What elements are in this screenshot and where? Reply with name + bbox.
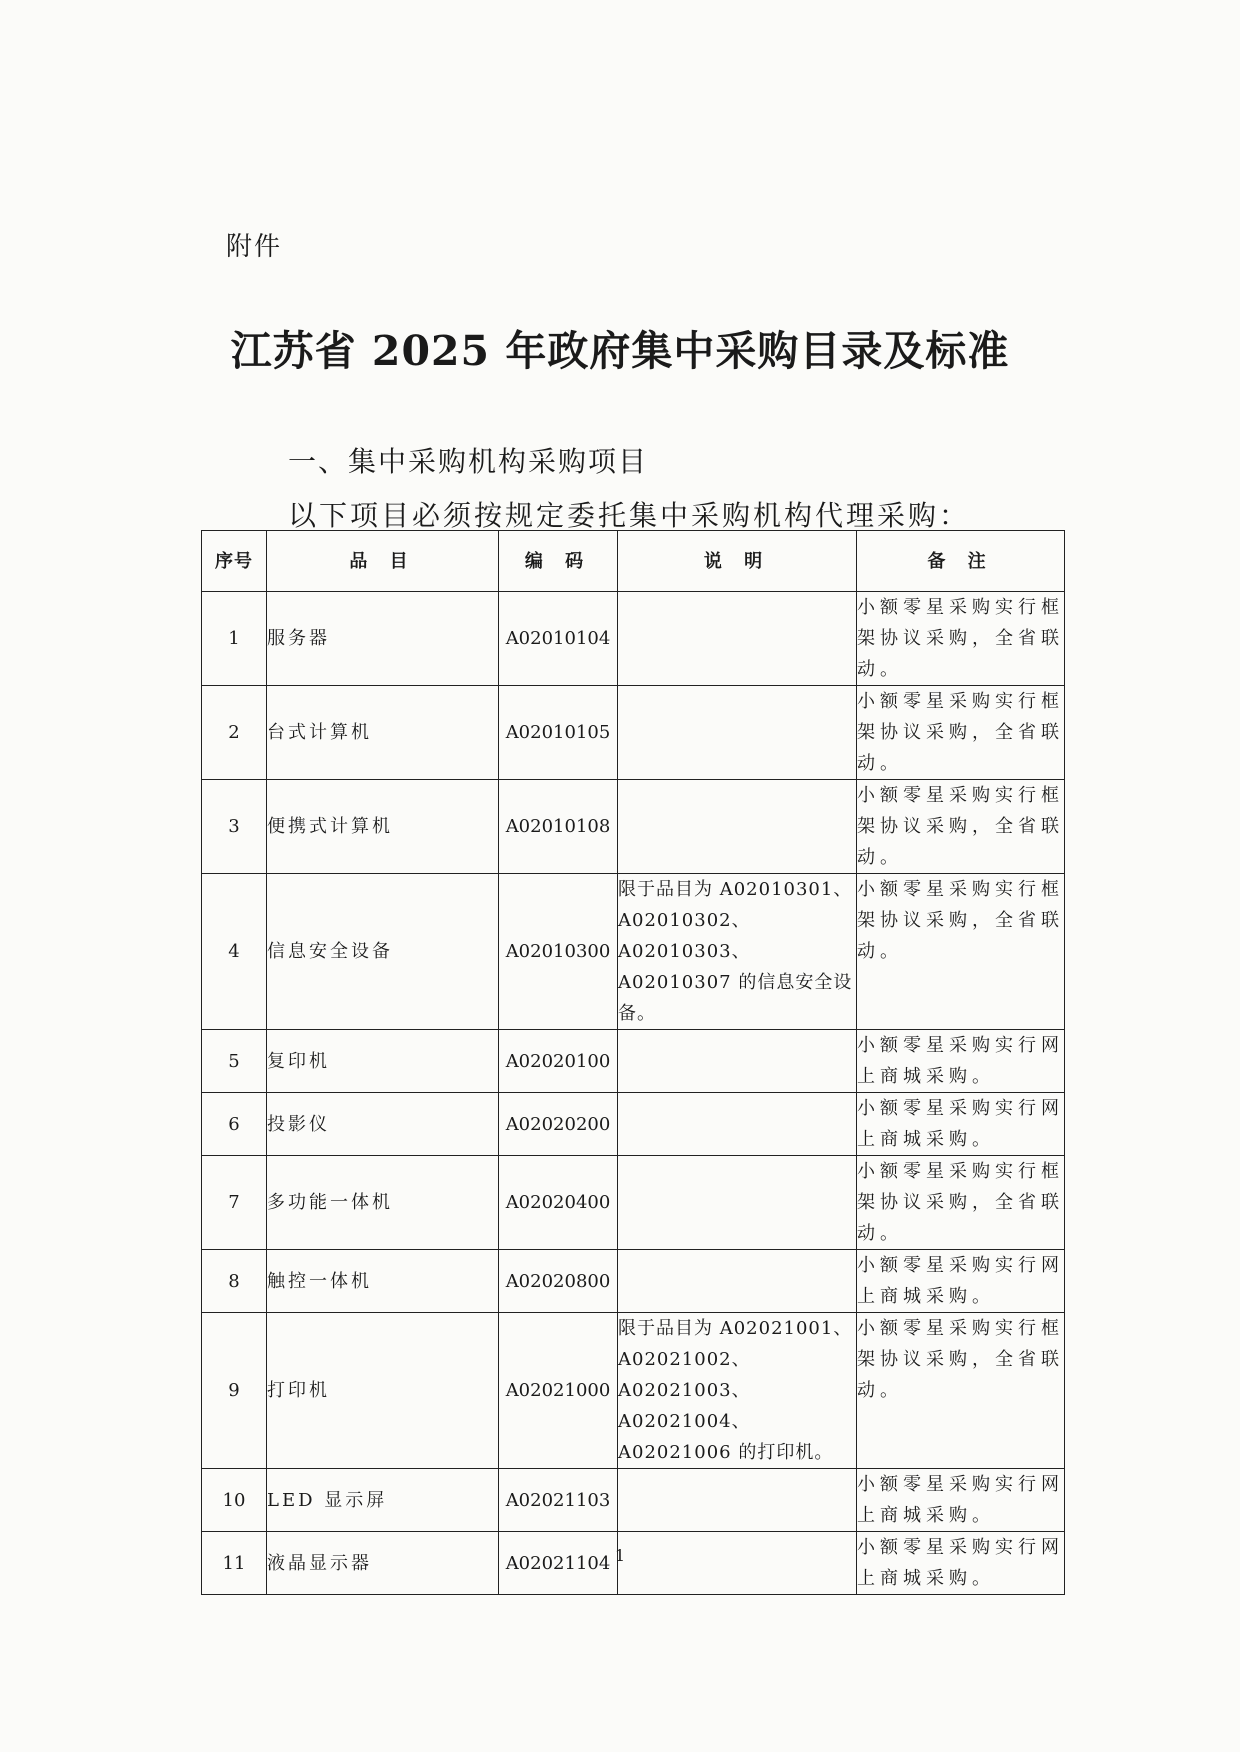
header-description: 说 明	[618, 531, 857, 592]
row-serial: 3	[202, 780, 267, 874]
row-item: 液晶显示器	[267, 1532, 499, 1595]
row-item: 投影仪	[267, 1093, 499, 1156]
row-code: A02020400	[499, 1156, 618, 1250]
row-code: A02010108	[499, 780, 618, 874]
row-remarks: 小额零星采购实行框架协议采购，全省联动。	[857, 874, 1065, 1030]
header-item: 品 目	[267, 531, 499, 592]
row-code: A02010105	[499, 686, 618, 780]
row-description	[618, 1156, 857, 1250]
row-serial: 9	[202, 1313, 267, 1469]
section-heading: 一、集中采购机构采购项目	[288, 445, 649, 478]
row-item: LED 显示屏	[267, 1469, 499, 1532]
row-code: A02010300	[499, 874, 618, 1030]
row-serial: 6	[202, 1093, 267, 1156]
row-serial: 11	[202, 1532, 267, 1595]
row-code: A02010104	[499, 592, 618, 686]
table-row	[202, 1156, 1065, 1250]
row-remarks: 小额零星采购实行框架协议采购，全省联动。	[857, 780, 1065, 874]
row-item: 多功能一体机	[267, 1156, 499, 1250]
row-item: 服务器	[267, 592, 499, 686]
row-description	[618, 686, 857, 780]
row-description	[618, 1250, 857, 1313]
table-row	[202, 686, 1065, 780]
row-item: 台式计算机	[267, 686, 499, 780]
row-serial: 7	[202, 1156, 267, 1250]
row-remarks: 小额零星采购实行框架协议采购，全省联动。	[857, 1156, 1065, 1250]
page-number: 1	[614, 1546, 626, 1565]
row-remarks: 小额零星采购实行网上商城采购。	[857, 1093, 1065, 1156]
table-header-row	[202, 531, 1065, 592]
row-serial: 4	[202, 874, 267, 1030]
table-row	[202, 1250, 1065, 1313]
row-remarks: 小额零星采购实行框架协议采购，全省联动。	[857, 686, 1065, 780]
attachment-label: 附件	[226, 232, 283, 262]
table-row	[202, 1313, 1065, 1469]
row-description	[618, 780, 857, 874]
row-item: 打印机	[267, 1313, 499, 1469]
table-row	[202, 1030, 1065, 1093]
table-row	[202, 1469, 1065, 1532]
row-item: 触控一体机	[267, 1250, 499, 1313]
row-remarks: 小额零星采购实行网上商城采购。	[857, 1250, 1065, 1313]
table-row	[202, 592, 1065, 686]
row-code: A02020200	[499, 1093, 618, 1156]
procurement-catalog-table	[201, 530, 1065, 1595]
row-remarks: 小额零星采购实行框架协议采购，全省联动。	[857, 1313, 1065, 1469]
intro-text: 以下项目必须按规定委托集中采购机构代理采购：	[288, 499, 971, 532]
row-serial: 10	[202, 1469, 267, 1532]
row-serial: 2	[202, 686, 267, 780]
row-code: A02021103	[499, 1469, 618, 1532]
table-row	[202, 1093, 1065, 1156]
header-remarks: 备 注	[857, 531, 1065, 592]
row-code: A02020800	[499, 1250, 618, 1313]
row-item: 复印机	[267, 1030, 499, 1093]
row-code: A02021000	[499, 1313, 618, 1469]
row-remarks: 小额零星采购实行网上商城采购。	[857, 1469, 1065, 1532]
row-item: 信息安全设备	[267, 874, 499, 1030]
header-serial: 序号	[202, 531, 267, 592]
row-description	[618, 1030, 857, 1093]
header-code: 编 码	[499, 531, 618, 592]
row-code: A02020100	[499, 1030, 618, 1093]
row-serial: 1	[202, 592, 267, 686]
row-description: 限于品目为 A02010301、A02010302、A02010303、A02010307 的信息安全设备。	[618, 874, 857, 1030]
document-title: 江苏省 2025 年政府集中采购目录及标准	[230, 327, 1010, 375]
row-item: 便携式计算机	[267, 780, 499, 874]
row-remarks: 小额零星采购实行框架协议采购，全省联动。	[857, 592, 1065, 686]
row-code: A02021104	[499, 1532, 618, 1595]
row-remarks: 小额零星采购实行网上商城采购。	[857, 1030, 1065, 1093]
row-description	[618, 592, 857, 686]
row-description	[618, 1093, 857, 1156]
table-row	[202, 874, 1065, 1030]
row-serial: 5	[202, 1030, 267, 1093]
row-description: 限于品目为 A02021001、A02021002、A02021003、A02021004、A02021006 的打印机。	[618, 1313, 857, 1469]
row-description	[618, 1469, 857, 1532]
row-serial: 8	[202, 1250, 267, 1313]
row-remarks: 小额零星采购实行网上商城采购。	[857, 1532, 1065, 1595]
table-row	[202, 780, 1065, 874]
